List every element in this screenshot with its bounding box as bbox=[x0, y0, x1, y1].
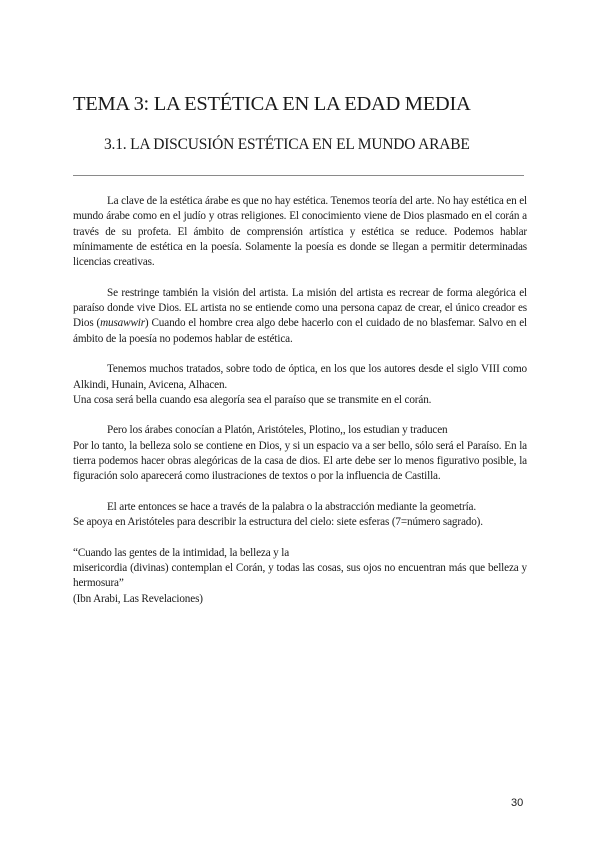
paragraph-7: El arte entonces se hace a través de la palabra o la abstracción mediante la geometría. bbox=[107, 500, 476, 513]
paragraph-6: Por lo tanto, la belleza solo se contiene en Dios, y si un espacio va a ser bello, sólo será el Paraíso. En la tierra podemos hacer obras alegóricas de la casa de dios. El arte debe ser lo menos figurativo posible, la figuración solo aparecerá como ilustraciones de textos o por la influencia de Castilla. bbox=[73, 439, 527, 483]
section-divider bbox=[73, 175, 524, 176]
quote-line-1: “Cuando las gentes de la intimidad, la belleza y la bbox=[73, 546, 290, 559]
arabic-term: musawwir bbox=[100, 317, 145, 330]
quote-citation: (Ibn Arabi, Las Revelaciones) bbox=[73, 592, 203, 605]
section-subtitle: 3.1. LA DISCUSIÓN ESTÉTICA EN EL MUNDO ARABE bbox=[104, 136, 470, 153]
paragraph-gap bbox=[73, 270, 527, 285]
paragraph-gap bbox=[73, 408, 527, 423]
paragraph-5: Pero los árabes conocían a Platón, Aristóteles, Plotino,, los estudian y traducen bbox=[107, 424, 448, 437]
page-title: TEMA 3: LA ESTÉTICA EN LA EDAD MEDIA bbox=[73, 93, 471, 115]
paragraph-3: Tenemos muchos tratados, sobre todo de óptica, en los que los autores desde el siglo VIII como Alkindi, Hunain, Avicena, Alhacen. bbox=[73, 363, 527, 391]
paragraph-gap bbox=[73, 347, 527, 362]
paragraph-1: La clave de la estética árabe es que no hay estética. Tenemos teoría del arte. No hay estética en el mundo árabe como en el judío y otras religiones. El conocimiento viene de Dios plasmado en el corán a través de su profeta. El ámbito de comprensión artística y estética se reduce. Podemos hablar mínimamente de estética en la poesía. Solamente la poesía es donde se llegan a permitir determinadas licencias creativas. bbox=[73, 195, 527, 269]
paragraph-4: Una cosa será bella cuando esa alegoría sea el paraíso que se transmite en el corán. bbox=[73, 393, 432, 406]
paragraph-gap bbox=[73, 485, 527, 500]
paragraph-2-text-b: ) Cuando el hombre crea algo debe hacerlo con el cuidado de no blasfemar. Salvo en el ámbito de la poesía no podemos hablar de estética. bbox=[73, 317, 527, 345]
paragraph-8: Se apoya en Aristóteles para describir la estructura del cielo: siete esferas (7=número sagrado). bbox=[73, 516, 483, 529]
paragraph-2 bbox=[73, 286, 527, 347]
paragraph-gap bbox=[73, 531, 527, 546]
paragraph-2-text-a: Se restringe también la visión del artista. La misión del artista es recrear de forma alegórica el paraíso donde vive Dios. EL artista no se entiende como una persona capaz de crear, el único creador es Dios ( bbox=[73, 286, 527, 330]
quote-line-2: misericordia (divinas) contemplan el Corán, y todas las cosas, sus ojos no encuentran más que belleza y hermosura” bbox=[73, 562, 527, 590]
body-text bbox=[73, 194, 527, 607]
page-number: 30 bbox=[511, 797, 524, 809]
